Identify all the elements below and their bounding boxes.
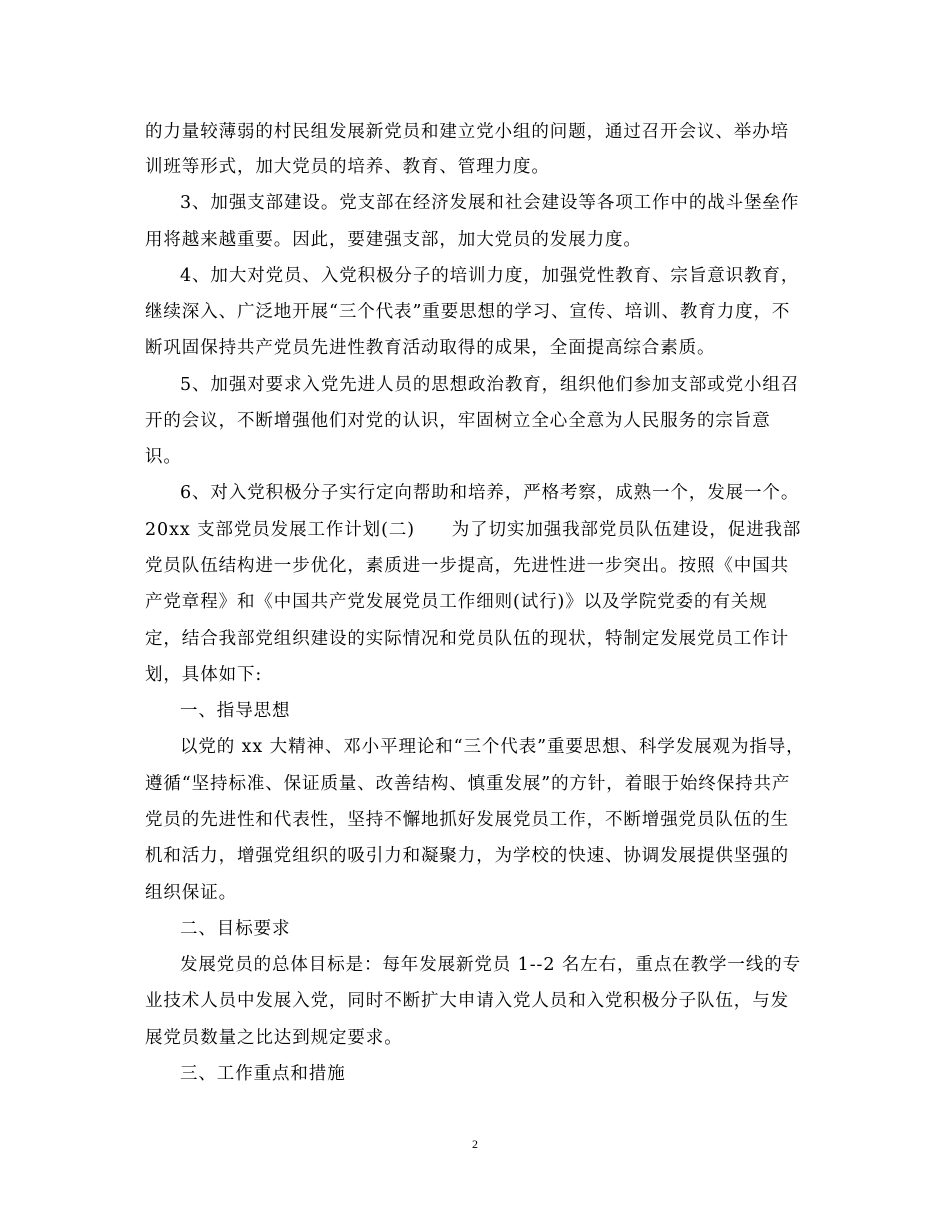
paragraph-start-line: 5、加强对要求入党先进人员的思想政治教育，组织他们参加支部或党小组召 — [180, 375, 800, 395]
text-line: 定，结合我部党组织建设的实际情况和党员队伍的现状，特制定发展党员工作计 — [145, 629, 789, 649]
text-line: 训班等形式，加大党员的培养、教育、管理力度。 — [145, 157, 550, 177]
text-line: 用将越来越重要。因此，要建强支部，加大党员的发展力度。 — [145, 230, 642, 250]
paragraph-start-line: 以党的 xx 大精神、邓小平理论和“三个代表”重要思想、科学发展观为指导， — [180, 737, 805, 757]
text-line: 展党员数量之比达到规定要求。 — [145, 1028, 403, 1048]
text-line: 党员队伍结构进一步优化，素质进一步提高，先进性进一步突出。按照《中国共 — [145, 556, 789, 576]
section-heading: 一、指导思想 — [180, 701, 291, 721]
paragraph-start-line: 6、对入党积极分子实行定向帮助和培养，严格考察，成熟一个，发展一个。 — [180, 483, 800, 503]
page-number: 2 — [472, 1137, 478, 1151]
text-line: 遵循“坚持标准、保证质量、改善结构、慎重发展”的方针，着眼于始终保持共产 — [145, 774, 791, 794]
text-line: 党员的先进性和代表性，坚持不懈地抓好发展党员工作，不断增强党员队伍的生 — [145, 810, 789, 830]
text-line: 产党章程》和《中国共产党发展党员工作细则(试行)》以及学院党委的有关规 — [145, 592, 768, 612]
text-line: 划，具体如下: — [145, 665, 263, 685]
section-heading: 二、目标要求 — [180, 919, 291, 939]
text-line: 识。 — [145, 447, 182, 467]
text-line: 开的会议，不断增强他们对党的认识，牢固树立全心全意为人民服务的宗旨意 — [145, 411, 771, 431]
text-line: 业技术人员中发展入党，同时不断扩大申请入党人员和入党积极分子队伍，与发 — [145, 991, 789, 1011]
text-line: 20xx 支部党员发展工作计划(二) 为了切实加强我部党员队伍建设，促进我部 — [145, 520, 802, 540]
text-line: 组织保证。 — [145, 883, 237, 903]
text-line: 继续深入、广泛地开展“三个代表”重要思想的学习、宣传、培训、教育力度，不 — [145, 302, 791, 322]
paragraph-start-line: 4、加大对党员、入党积极分子的培训力度，加强党性教育、宗旨意识教育， — [180, 266, 800, 286]
section-heading: 三、工作重点和措施 — [180, 1064, 346, 1084]
paragraph-start-line: 发展党员的总体目标是：每年发展新党员 1--2 名左右，重点在教学一线的专 — [180, 955, 802, 975]
text-line: 断巩固保持共产党员先进性教育活动取得的成果，全面提高综合素质。 — [145, 338, 716, 358]
paragraph-start-line: 3、加强支部建设。党支部在经济发展和社会建设等各项工作中的战斗堡垒作 — [180, 193, 800, 213]
text-line: 机和活力，增强党组织的吸引力和凝聚力，为学校的快速、协调发展提供坚强的 — [145, 846, 789, 866]
text-line: 的力量较薄弱的村民组发展新党员和建立党小组的问题，通过召开会议、举办培 — [145, 122, 789, 142]
